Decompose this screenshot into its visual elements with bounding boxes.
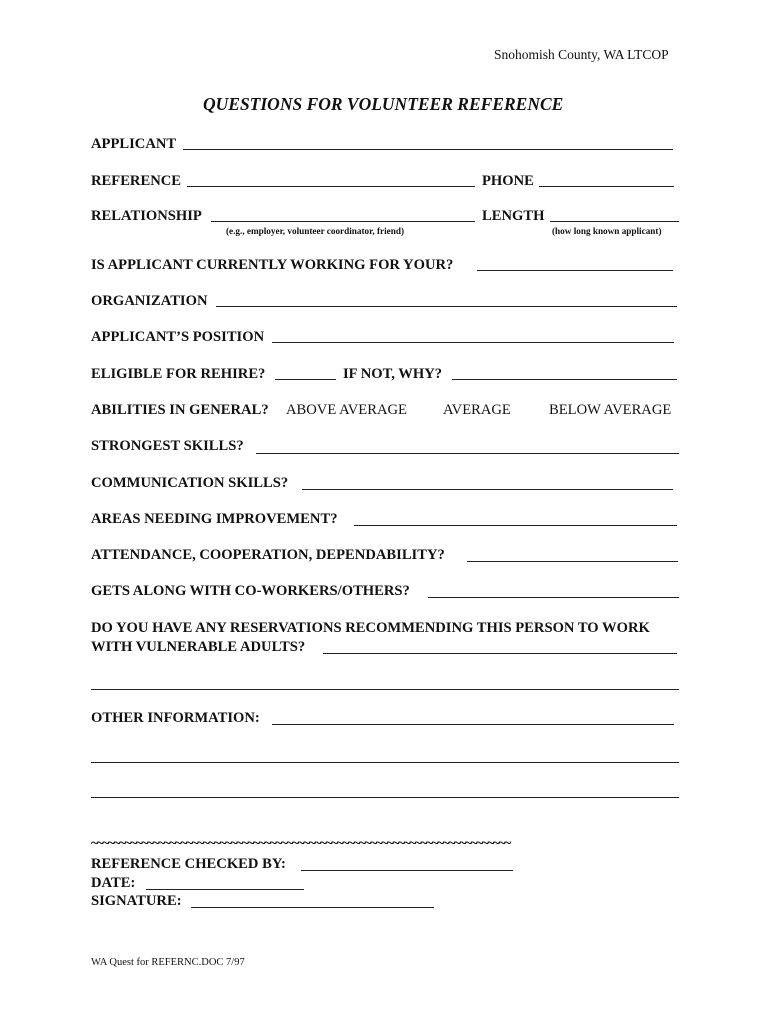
- if-not-why-field[interactable]: [452, 379, 677, 380]
- position-field[interactable]: [272, 342, 674, 343]
- abilities-option-below-average[interactable]: BELOW AVERAGE: [549, 402, 672, 418]
- communication-skills-field[interactable]: [302, 489, 673, 490]
- footer-doc-ref: WA Quest for REFERNC.DOC 7/97: [91, 957, 245, 968]
- abilities-option-above-average[interactable]: ABOVE AVERAGE: [286, 402, 407, 418]
- checked-by-field[interactable]: [301, 870, 513, 871]
- position-label: APPLICANT’S POSITION: [91, 329, 265, 345]
- coworkers-label: GETS ALONG WITH CO-WORKERS/OTHERS?: [91, 583, 410, 599]
- currently-working-field[interactable]: [477, 270, 673, 271]
- coworkers-field[interactable]: [428, 597, 679, 598]
- signature-field[interactable]: [191, 907, 434, 908]
- attendance-field[interactable]: [467, 561, 678, 562]
- improvement-label: AREAS NEEDING IMPROVEMENT?: [91, 511, 338, 527]
- length-hint: (how long known applicant): [552, 226, 662, 236]
- reservations-label-line1: DO YOU HAVE ANY RESERVATIONS RECOMMENDING THIS PERSON TO WORK: [91, 620, 650, 636]
- communication-skills-label: COMMUNICATION SKILLS?: [91, 475, 289, 491]
- reservations-extra-line[interactable]: [91, 689, 679, 690]
- reference-label: REFERENCE: [91, 173, 182, 189]
- strongest-skills-label: STRONGEST SKILLS?: [91, 438, 244, 454]
- signature-label: SIGNATURE:: [91, 893, 182, 909]
- if-not-why-label: IF NOT, WHY?: [343, 366, 443, 382]
- organization-label: ORGANIZATION: [91, 293, 208, 309]
- reservations-label-line2: WITH VULNERABLE ADULTS?: [91, 639, 306, 655]
- eligible-label: ELIGIBLE FOR REHIRE?: [91, 366, 266, 382]
- length-field[interactable]: [550, 221, 679, 222]
- agency-header: Snohomish County, WA LTCOP: [494, 47, 669, 62]
- relationship-field[interactable]: [211, 221, 475, 222]
- other-info-field[interactable]: [272, 724, 674, 725]
- phone-field[interactable]: [539, 186, 674, 187]
- other-info-label: OTHER INFORMATION:: [91, 710, 260, 726]
- length-label: LENGTH: [482, 208, 545, 224]
- checked-by-label: REFERENCE CHECKED BY:: [91, 856, 286, 872]
- reservations-field[interactable]: [323, 653, 677, 654]
- date-field[interactable]: [146, 889, 304, 890]
- date-label: DATE:: [91, 875, 136, 891]
- applicant-field[interactable]: [183, 149, 673, 150]
- relationship-hint: (e.g., employer, volunteer coordinator, friend): [226, 226, 405, 236]
- applicant-label: APPLICANT: [91, 136, 177, 152]
- eligible-field[interactable]: [275, 379, 336, 380]
- organization-field[interactable]: [216, 306, 677, 307]
- other-info-extra-line-2[interactable]: [91, 797, 679, 798]
- page-title: QUESTIONS FOR VOLUNTEER REFERENCE: [203, 94, 564, 114]
- phone-label: PHONE: [482, 173, 534, 189]
- abilities-option-average[interactable]: AVERAGE: [443, 402, 511, 418]
- improvement-field[interactable]: [354, 525, 677, 526]
- abilities-label: ABILITIES IN GENERAL?: [91, 402, 269, 418]
- strongest-skills-field[interactable]: [256, 453, 679, 454]
- other-info-extra-line-1[interactable]: [91, 762, 679, 763]
- currently-working-label: IS APPLICANT CURRENTLY WORKING FOR YOUR?: [91, 257, 454, 273]
- tilde-separator: ~~~~~~~~~~~~~~~~~~~~~~~~~~~~~~~~~~~~~~~~~~~~~~~~~~~~~~~~~~~~~~~~~~~~~~~~~~~: [91, 836, 510, 851]
- relationship-label: RELATIONSHIP: [91, 208, 202, 224]
- attendance-label: ATTENDANCE, COOPERATION, DEPENDABILITY?: [91, 547, 445, 563]
- reference-field[interactable]: [187, 186, 475, 187]
